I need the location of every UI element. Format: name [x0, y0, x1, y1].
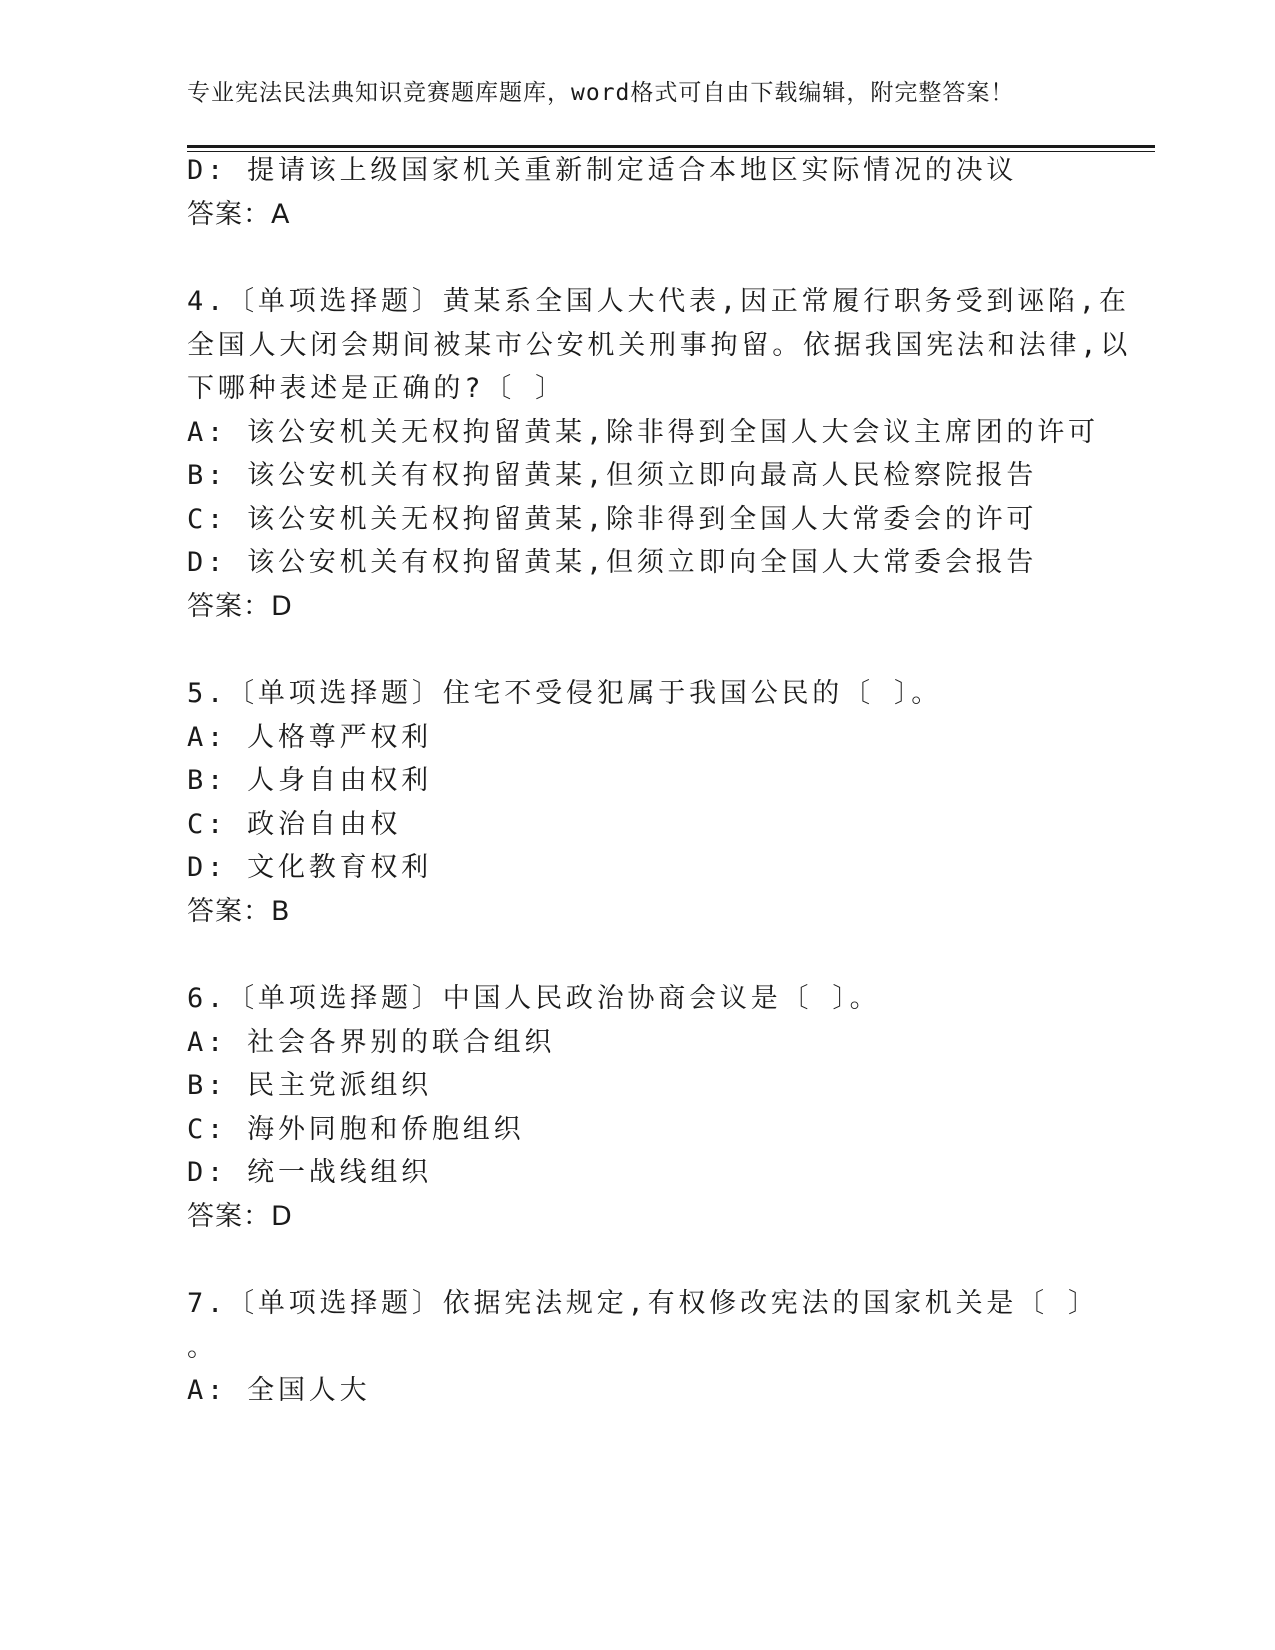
q4-option-a: A: 该公安机关无权拘留黄某,除非得到全国人大会议主席团的许可 — [187, 417, 1099, 448]
q6-option-a: A: 社会各界别的联合组织 — [187, 1027, 556, 1058]
q6-option-b: B: 民主党派组织 — [187, 1070, 432, 1101]
q5-answer: 答案：B — [187, 896, 291, 927]
q5-option-b: B: 人身自由权利 — [187, 765, 432, 796]
q5-option-a: A: 人格尊严权利 — [187, 722, 432, 753]
q4-answer: 答案：D — [187, 591, 293, 622]
q7-stem-line1: 7.〔单项选择题〕依据宪法规定,有权修改宪法的国家机关是〔 〕 — [187, 1288, 1099, 1319]
q4-option-b: B: 该公安机关有权拘留黄某,但须立即向最高人民检察院报告 — [187, 460, 1038, 491]
q7-stem-line2: 。 — [187, 1332, 218, 1363]
prev-question-option-d: D: 提请该上级国家机关重新制定适合本地区实际情况的决议 — [187, 155, 1018, 186]
q5-option-d: D: 文化教育权利 — [187, 852, 432, 883]
q4-stem-line3: 下哪种表述是正确的?〔 〕 — [187, 373, 566, 404]
q5-stem-line1: 5.〔单项选择题〕住宅不受侵犯属于我国公民的〔 〕。 — [187, 678, 943, 709]
header-rule-thick — [187, 145, 1155, 148]
q4-stem-line1: 4.〔单项选择题〕黄某系全国人大代表,因正常履行职务受到诬陷,在 — [187, 286, 1130, 317]
q5-option-c: C: 政治自由权 — [187, 809, 402, 840]
q4-stem-line2: 全国人大闭会期间被某市公安机关刑事拘留。依据我国宪法和法律,以 — [187, 330, 1132, 361]
q4-option-d: D: 该公安机关有权拘留黄某,但须立即向全国人大常委会报告 — [187, 547, 1038, 578]
q6-answer: 答案：D — [187, 1201, 293, 1232]
header-rule-thin — [187, 151, 1155, 152]
q6-stem-line1: 6.〔单项选择题〕中国人民政治协商会议是〔 〕。 — [187, 983, 881, 1014]
q6-option-c: C: 海外同胞和侨胞组织 — [187, 1114, 525, 1145]
q4-option-c: C: 该公安机关无权拘留黄某,除非得到全国人大常委会的许可 — [187, 504, 1038, 535]
page-header: 专业宪法民法典知识竞赛题库题库，word格式可自由下载编辑，附完整答案！ — [187, 80, 1015, 106]
q7-option-a: A: 全国人大 — [187, 1375, 371, 1406]
q6-option-d: D: 统一战线组织 — [187, 1157, 432, 1188]
prev-question-answer: 答案：A — [187, 199, 291, 230]
